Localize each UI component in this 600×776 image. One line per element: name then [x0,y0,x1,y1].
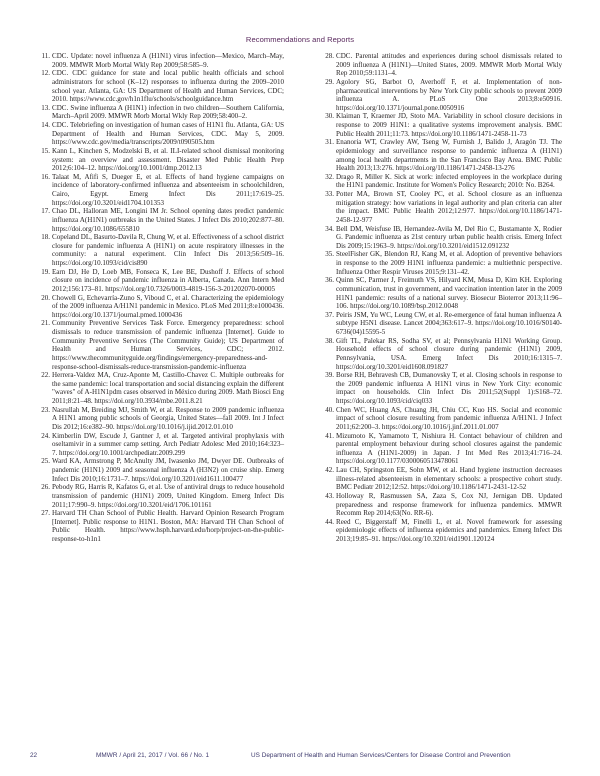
reference-item [38,457,284,483]
reference-text: Chao DL, Halloran ME, Longini IM Jr. School opening dates predict pandemic influenza A(H1N1) outbreaks in the United States. J Infect Dis 2010;202:877–80. https://doi.org/10.1086/655810 [52,207,284,233]
reference-item [322,250,562,276]
reference-text: Nasrullah M, Breiding MJ, Smith W, et al. Response to 2009 pandemic influenza A H1N1 among public schools of Georgia, United States—fall 2009. Int J Infect Dis 2012;16:e382–90. https://doi.org/10.1016/j.ijid.2012.01.010 [52,405,284,431]
reference-number: 25. [41,457,50,466]
reference-item [322,492,562,518]
reference-number: 23. [41,405,50,414]
reference-text: Potter MA, Brown ST, Cooley PC, et al. School closure as an influenza mitigation strategy: how variations in legal authority and plan criteria can alter the impact. BMC Public Health 2012;12:977. https://doi.org/10.1186/1471-2458-12-977 [336,190,562,224]
reference-text: Pebody RG, Harris R, Kafatos G, et al. Use of antiviral drugs to reduce household transmission of pandemic (H1N1) 2009, United Kingdom. Emerg Infect Dis 2011;17:990–9. https://doi.org/10.3201/eid/1706.101161 [52,483,284,509]
reference-number: 33. [325,190,334,198]
journal-issue: MMWR / April 21, 2017 / Vol. 66 / No. 1 [96,752,210,759]
reference-item [322,406,562,432]
reference-item [322,138,562,173]
reference-item [38,104,284,121]
reference-number: 35. [325,250,334,259]
reference-number: 37. [325,310,334,319]
reference-item [322,173,562,190]
running-header-title: Recommendations and Reports [245,35,355,44]
reference-item [38,147,284,173]
reference-number: 42. [325,466,334,474]
reference-item [38,483,284,509]
reference-item [38,294,284,320]
reference-number: 34. [325,224,334,233]
reference-number: 18. [41,233,50,242]
reference-text: Chen WC, Huang AS, Chuang JH, Chiu CC, Kuo HS. Social and economic impact of school closure resulting from pandemic influenza A/H1N1. J Infect 2011;62:200–3. https://doi.org/10.1016/j.jinf.2011.01.007 [336,405,562,431]
reference-item [322,52,562,78]
reference-item [38,432,284,458]
reference-item [38,52,284,69]
reference-item [38,509,284,544]
reference-text: Lau CH, Springston EE, Sohn MW, et al. Hand hygiene instruction decreases illness-related absenteeism in elementary schools: a prospective cohort study. BMC Pediatr 2012;12:52. https://doi.org/10.1186/1471-2431-12-52 [336,466,562,492]
reference-item [322,466,562,492]
reference-item [322,311,562,337]
reference-text: Ward KA, Armstrong P, McAnulty JM, Iwasenko JM, Dwyer DE. Outbreaks of pandemic (H1N1) 2009 and seasonal influenza A (H3N2) on cruise ship. Emerg Infect Dis 2010;16:1731–7. https://doi.org/10.3201/eid1611.100477 [52,457,284,483]
reference-number: 14. [41,121,50,129]
reference-item [38,173,284,208]
reference-text: CDC. CDC guidance for state and local public health officials and school administrators for school (K–12) responses to influenza during the 2009–2010 school year. Atlanta, GA: US Department of Health and Human Services, CDC; 2010. https://www.cdc.gov/h1n1flu/schools/schoolguidance.htm [52,69,284,104]
reference-text: Talaat M, Afifi S, Dueger E, et al. Effects of hand hygiene campaigns on incidence of laboratory-confirmed influenza and absenteeism in schoolchildren, Cairo, Egypt. Emerg Infect Dis 2011;17:619–25. https://doi.org/10.3201/eid1704.101353 [52,172,284,207]
reference-text: Holloway R, Rasmussen SA, Zaza S, Cox NJ, Jernigan DB. Updated preparedness and response framework for influenza pandemics. MMWR Recomm Rep 2014;63(No. RR-6). [336,491,562,518]
reference-item [38,69,284,104]
reference-text: Drago R, Miller K. Sick at work: infected employees in the workplace during the H1N1 pandemic. Institute for Women's Policy Research; 2010: No. B264. [336,172,562,190]
reference-item [38,319,284,371]
reference-number: 31. [325,138,334,147]
reference-item [38,268,284,294]
reference-item [322,112,562,138]
page-footer [0,752,600,764]
reference-number: 12. [41,69,50,78]
reference-number: 16. [41,172,50,181]
reference-text: Chowell G, Echevarría-Zuno S, Viboud C, et al. Characterizing the epidemiology of the 2009 influenza A/H1N1 pandemic in Mexico. PLoS Med 2011;8:e1000436. https://doi.org/10.1371/journal.pmed.1000436 [52,293,284,319]
reference-item [322,337,562,372]
reference-item [38,406,284,432]
reference-item [322,276,562,311]
reference-text: Herrera-Valdez MA, Cruz-Aponte M, Castillo-Chavez C. Multiple outbreaks for the same pandemic: local transportation and social distancing explain the different "waves" of A-H1N1pdm cases observed in México during 2009. Math Biosci Eng 2011;8:21–48. https://doi.org/10.3934/mbe.2011.8.21 [52,371,284,405]
reference-text: Enanoria WT, Crawley AW, Tseng W, Furnish J, Balido J, Aragón TJ. The epidemiology and surveillance response to pandemic influenza A (H1N1) among local health departments in the San Francisco Bay Area. BMC Public Health 2013;13:276. https://doi.org/10.1186/1471-2458-13-276 [336,138,562,173]
reference-item [38,207,284,233]
reference-text: Kimberlin DW, Escude J, Gantner J, et al. Targeted antiviral prophylaxis with oseltamivir in a summer camp setting. Arch Pediatr Adolesc Med 2010;164:323–7. https://doi.org/10.1001/archpediatr.2009.299 [52,431,284,457]
page-header [0,0,600,46]
reference-text: Mizumoto K, Yamamoto T, Nishiura H. Contact behaviour of children and parental employment behaviour during school closures against the pandemic influenza A (H1N1-2009) in Japan. J Int Med Res 2013;41:716–24. https://doi.org/10.1177/0300060513478061 [336,431,562,466]
reference-text: CDC. Parental attitudes and experiences during school dismissals related to 2009 influenza A (H1N1)—United States, 2009. MMWR Morb Mortal Wkly Rep 2010;59:1131–4. [336,52,562,78]
reference-text: Kann L, Kinchen S, Modzelski B, et al. ILI-related school dismissal monitoring system: an overview and assessment. Disaster Med Public Health Prep 2012;6:104–12. https://doi.org/10.1001/dmp.2012.13 [52,146,284,173]
reference-text: CDC. Update: novel influenza A (H1N1) virus infection—Mexico, March–May, 2009. MMWR Morb Mortal Wkly Rep 2009;58:585–9. [52,52,284,69]
reference-number: 19. [41,267,50,276]
references-column-left [38,52,284,544]
reference-item [322,371,562,406]
reference-number: 43. [325,491,334,500]
reference-number: 28. [325,52,334,60]
reference-number: 44. [325,517,334,526]
reference-number: 36. [325,276,334,285]
publisher-organization: US Department of Health and Human Services/Centers for Disease Control and Prevention [251,752,511,759]
reference-text: Gift TL, Palekar RS, Sodha SV, et al; Pennsylvania H1N1 Working Group. Household effects of school closure during pandemic (H1N1) 2009, Pennsylvania, USA. Emerg Infect Dis 2010;16:1315–7. https://doi.org/10.3201/eid1608.091827 [336,336,562,371]
reference-number: 41. [325,431,334,440]
reference-number: 20. [41,293,50,302]
reference-text: CDC. Telebriefing on investigation of human cases of H1N1 flu. Atlanta, GA: US Department of Health and Human Services, CDC. May 5, 2009. https://www.cdc.gov/media/transcripts/2009/t090505.htm [52,121,284,147]
reference-number: 30. [325,112,334,121]
reference-text: Agolory SG, Barbot O, Averhoff F, et al. Implementation of non-pharmaceutical interventions by New York City public schools to prevent 2009 influenza A. PLoS One 2013;8:e50916. https://doi.org/10.1371/journal.pone.0050916 [336,77,562,112]
reference-text: Community Preventive Services Task Force. Emergency preparedness: school dismissals to reduce transmission of pandemic influenza [Internet]. Guide to Community Preventive Services (The Community Guide); US Department of Health and Human Services, CDC; 2012. https://www.thecommunityguide.org/findings/emergency-preparedness-and-response-school-dismissals-reduce-transmission-pandemic-influenza [52,319,284,371]
page-number: 22 [30,752,38,759]
reference-text: Borse RH, Behravesh CB, Dumanovsky T, et al. Closing schools in response to the 2009 pandemic influenza A H1N1 virus in New York City: economic impact on households. Clin Infect Dis 2011;52(Suppl 1):S168–72. https://doi.org/10.1093/cid/ciq033 [336,371,562,405]
reference-item [322,432,562,467]
reference-number: 40. [325,405,334,414]
references-column-right [322,52,562,544]
reference-number: 38. [325,336,334,345]
reference-number: 17. [41,207,50,216]
reference-item [38,121,284,147]
reference-number: 11. [41,52,50,60]
reference-text: Klaiman T, Kraemer JD, Stoto MA. Variability in school closure decisions in response to 2009 H1N1: a qualitative systems improvement analysis. BMC Public Health 2011;11:73. https://doi.org/10.1186/1471-2458-11-73 [336,112,562,138]
reference-number: 39. [325,371,334,380]
reference-item [38,371,284,406]
reference-item [322,78,562,113]
reference-text: Bell DM, Weisfuse IB, Hernandez-Avila M, Del Rio C, Bustamante X, Rodier G. Pandemic influenza as 21st century urban public health crisis. Emerg Infect Dis 2009;15:1963–9. https://doi.org/10.3201/eid1512.091232 [336,224,562,250]
reference-number: 13. [41,103,50,112]
reference-number: 22. [41,371,50,380]
reference-item [322,518,562,544]
reference-number: 27. [41,509,50,518]
reference-text: Copeland DL, Basurto-Davila R, Chung W, et al. Effectiveness of a school district closure for pandemic influenza A (H1N1) on acute respiratory illnesses in the community: a natural experiment. Clin Infect Dis 2013;56:509–16. https://doi.org/10.1093/cid/cis890 [52,233,284,267]
reference-text: Harvard TH Chan School of Public Health. Harvard Opinion Research Program [Internet]. Public response to H1N1. Boston, MA: Harvard TH Chan School of Public Health. https://www.hsph.harvard.edu/horp/project-on-the-public-response-to-h1n1 [52,509,284,543]
reference-text: Earn DJ, He D, Loeb MB, Fonseca K, Lee BE, Dushoff J. Effects of school closure on incidence of pandemic influenza in Alberta, Canada. Ann Intern Med 2012;156:173–81. https://doi.org/10.7326/0003-4819-156-3-201202070-00005 [52,267,284,293]
reference-item [322,225,562,251]
reference-text: CDC. Swine influenza A (H1N1) infection in two children—Southern California, March–April 2009. MMWR Morb Mortal Wkly Rep 2009;58:400–2. [52,103,284,121]
reference-number: 32. [325,172,334,181]
reference-number: 24. [41,431,50,440]
reference-item [38,233,284,268]
reference-number: 26. [41,483,50,492]
reference-number: 29. [325,77,334,86]
reference-text: Reed C, Biggerstaff M, Finelli L, et al. Novel framework for assessing epidemiologic effects of influenza epidemics and pandemics. Emerg Infect Dis 2013;19:85–91. https://doi.org/10.3201/eid1901.120124 [336,517,562,543]
reference-text: Quinn SC, Parmer J, Freimuth VS, Hilyard KM, Musa D, Kim KH. Exploring communication, trust in government, and vaccination intention later in the 2009 H1N1 pandemic: results of a national survey. Biosecur Bioterror 2013;11:96–106. https://doi.org/10.1089/bsp.2012.0048 [336,276,562,311]
reference-text: SteelFisher GK, Blendon RJ, Kang M, et al. Adoption of preventive behaviors in response to the 2009 H1N1 influenza pandemic: a multiethnic perspective. Influenza Other Respir Viruses 2015;9:131–42. [336,250,562,276]
reference-item [322,190,562,225]
reference-text: Peiris JSM, Yu WC, Leung CW, et al. Re-emergence of fatal human influenza A subtype H5N1 disease. Lancet 2004;363:617–9. https://doi.org/10.1016/S0140-6736(04)15595-5 [336,310,562,336]
reference-number: 21. [41,319,50,328]
reference-number: 15. [41,146,50,155]
